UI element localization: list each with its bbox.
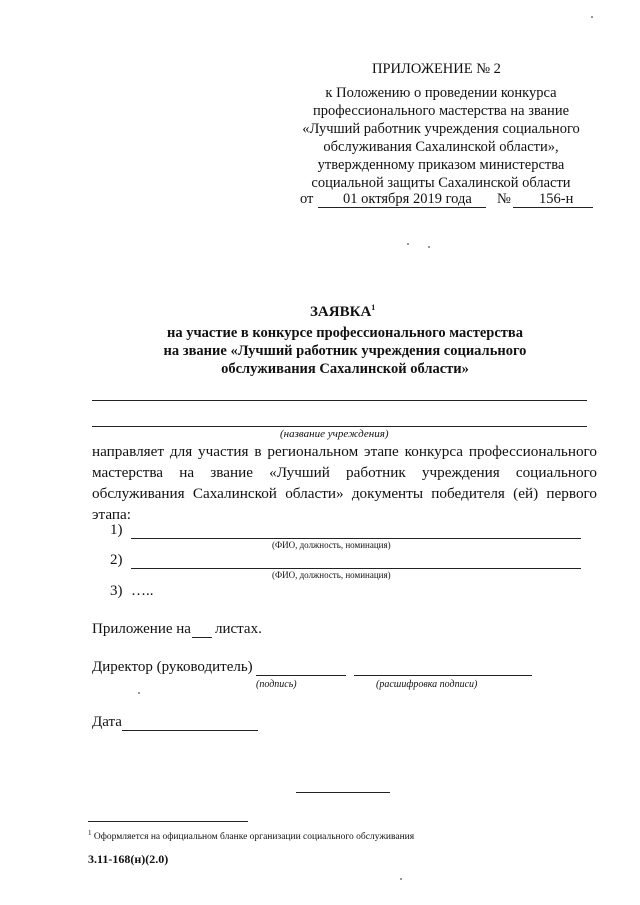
subtitle-line: обслуживания Сахалинской области» — [221, 361, 469, 377]
form-title-text: ЗАЯВКА — [310, 304, 372, 320]
appendix-text — [290, 84, 592, 192]
director-label: Директор (руководитель) — [92, 659, 253, 675]
entry-field-1[interactable] — [131, 538, 581, 539]
footnote-ref: 1 — [371, 303, 376, 312]
entry-number-2: 2) — [110, 552, 123, 568]
org-name-field-line-1[interactable] — [92, 400, 587, 401]
appendix-line: социальной защиты Сахалинской области — [311, 175, 571, 191]
scan-speck — [428, 246, 430, 248]
entry-caption-1: (ФИО, должность, номинация) — [272, 540, 391, 550]
entry-ellipsis-3: ….. — [131, 583, 154, 599]
document-code: 3.11-168(н)(2.0) — [88, 852, 169, 866]
entry-number-3: 3) — [110, 583, 123, 599]
scan-speck — [591, 16, 593, 18]
appendix-line: «Лучший работник учреждения социального — [302, 121, 580, 137]
org-name-caption: (название учреждения) — [280, 428, 389, 440]
order-number: 156-н — [539, 191, 574, 207]
signature-caption: (подпись) — [256, 679, 297, 690]
date-field[interactable] — [122, 730, 258, 731]
order-number-underline — [513, 207, 593, 208]
signature-decode-field[interactable] — [354, 675, 532, 676]
scan-speck — [407, 243, 409, 245]
footnote — [88, 829, 414, 842]
scan-speck — [138, 692, 140, 694]
attachment-suffix: листах. — [215, 621, 262, 637]
entry-caption-2: (ФИО, должность, номинация) — [272, 570, 391, 580]
signature-field[interactable] — [256, 675, 346, 676]
entry-field-2[interactable] — [131, 568, 581, 569]
attachment-prefix: Приложение на — [92, 621, 191, 637]
footnote-text: Оформляется на официальном бланке организации социального обслуживания — [93, 832, 415, 843]
scan-speck — [400, 878, 402, 880]
order-date-underline — [318, 207, 486, 208]
order-date: 01 октября 2019 года — [343, 191, 472, 207]
footnote-separator — [88, 821, 248, 822]
org-name-field-line-2[interactable] — [92, 426, 587, 427]
subtitle-line: на участие в конкурсе профессионального мастерства — [167, 325, 523, 341]
appendix-line: профессионального мастерства на звание — [312, 103, 570, 119]
date-label: Дата — [92, 714, 122, 730]
section-divider — [296, 792, 390, 793]
attachment-count-field[interactable] — [192, 637, 212, 638]
signature-decode-caption: (расшифровка подписи) — [376, 679, 478, 690]
appendix-line: утвержденному приказом министерства — [317, 157, 565, 173]
entry-number-1: 1) — [110, 522, 123, 538]
appendix-line: к Положению о проведении конкурса — [325, 85, 557, 101]
order-from-label: от — [300, 191, 314, 207]
appendix-title: ПРИЛОЖЕНИЕ № 2 — [372, 61, 501, 77]
subtitle-line: на звание «Лучший работник учреждения социального — [163, 343, 527, 359]
intro-paragraph: направляет для участия в региональном этапе конкурса профессионального мастерства на звание «Лучший работник учреждения социального обслуживания Сахалинской области» документы победителя (ей) первого этапа: — [92, 443, 597, 523]
form-subtitle — [100, 324, 590, 378]
footnote-mark: 1 — [88, 829, 92, 837]
appendix-line: обслуживания Сахалинской области», — [323, 139, 559, 155]
form-title — [310, 303, 375, 321]
order-number-label: № — [497, 191, 511, 207]
